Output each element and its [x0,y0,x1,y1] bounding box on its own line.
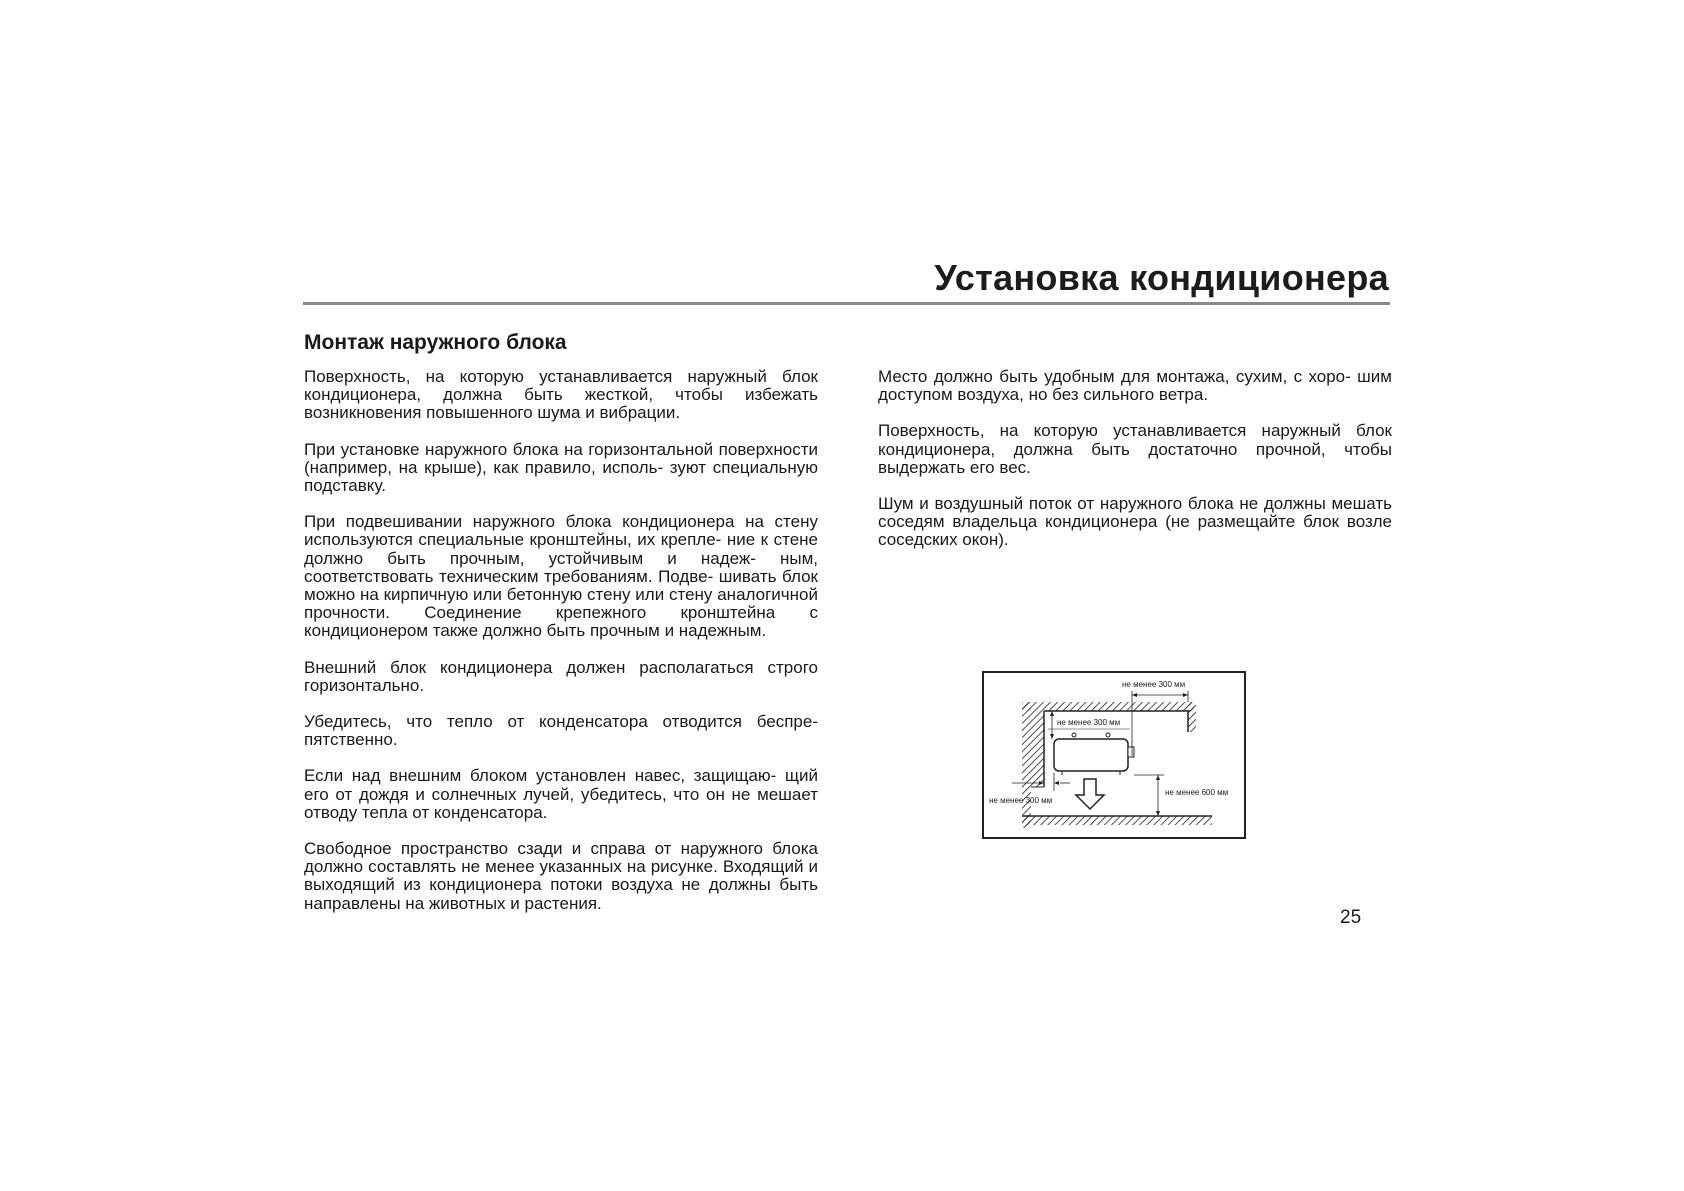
paragraph: Если над внешним блоком установлен навес, защищаю- щий его от дождя и солнечных лучей, убедитесь, что он не мешает отводу тепла от конденсатора. [304,766,818,822]
paragraph: Поверхность, на которую устанавливается наружный блок кондиционера, должна быть жесткой, чтобы избежать возникновения повышенного шума и вибрации. [304,367,818,423]
paragraph: Шум и воздушный поток от наружного блока не должны мешать соседям владельца кондиционера (не размещайте блок возле соседских окон). [878,494,1392,550]
floor-hatch [1022,816,1212,825]
paragraph: Убедитесь, что тепло от конденсатора отводится беспре- пятственно. [304,712,818,750]
dimension-label-top-right: не менее 300 мм [1122,680,1186,689]
paragraph: Свободное пространство сзади и справа от наружного блока должно составлять не менее указанных на рисунке. Входящий и выходящий из кондиционера потоки воздуха не должны быть направлены на животных и растения. [304,839,818,913]
page-title: Установка кондиционера [934,257,1389,298]
dimension-label-right: не менее 600 мм [1165,788,1229,797]
page-number: 25 [1340,907,1362,928]
right-wall-hatch [1188,702,1196,732]
outdoor-unit [1054,739,1128,771]
section-heading: Монтаж наружного блока [304,331,567,354]
dimension-label-left: не менее 300 мм [989,796,1053,805]
left-column [304,368,818,931]
paragraph: Место должно быть удобным для монтажа, сухим, с хоро- шим доступом воздуха, но без сильного ветра. [878,367,1392,405]
left-wall-hatch [1022,702,1031,828]
clearance-diagram [982,671,1246,839]
ceiling-hatch [1022,702,1194,711]
paragraph: Поверхность, на которую устанавливается наружный блок кондиционера, должна быть достаточно прочной, чтобы выдержать его вес. [878,421,1392,477]
dimension-label-top: не менее 300 мм [1057,718,1121,727]
paragraph: При установке наружного блока на горизонтальной поверхности (например, на крыше), как правило, исполь- зуют специальную подставку. [304,439,818,496]
right-column [878,368,1392,568]
paragraph: При подвешивании наружного блока кондиционера на стену используются специальные кронштейны, их крепле- ние к стене должно быть прочным, устойчивым и надеж- ным, соответствовать техническим требованиям. Подве- шивать блок можно на кирпичную или бетонную стену или стену аналогичной прочности. Соединение крепежного кронштейна с кондиционером также должно быть прочным и надежным. [304,512,818,641]
title-divider [303,302,1390,305]
paragraph: Внешний блок кондиционера должен располагаться строго горизонтально. [304,657,818,695]
